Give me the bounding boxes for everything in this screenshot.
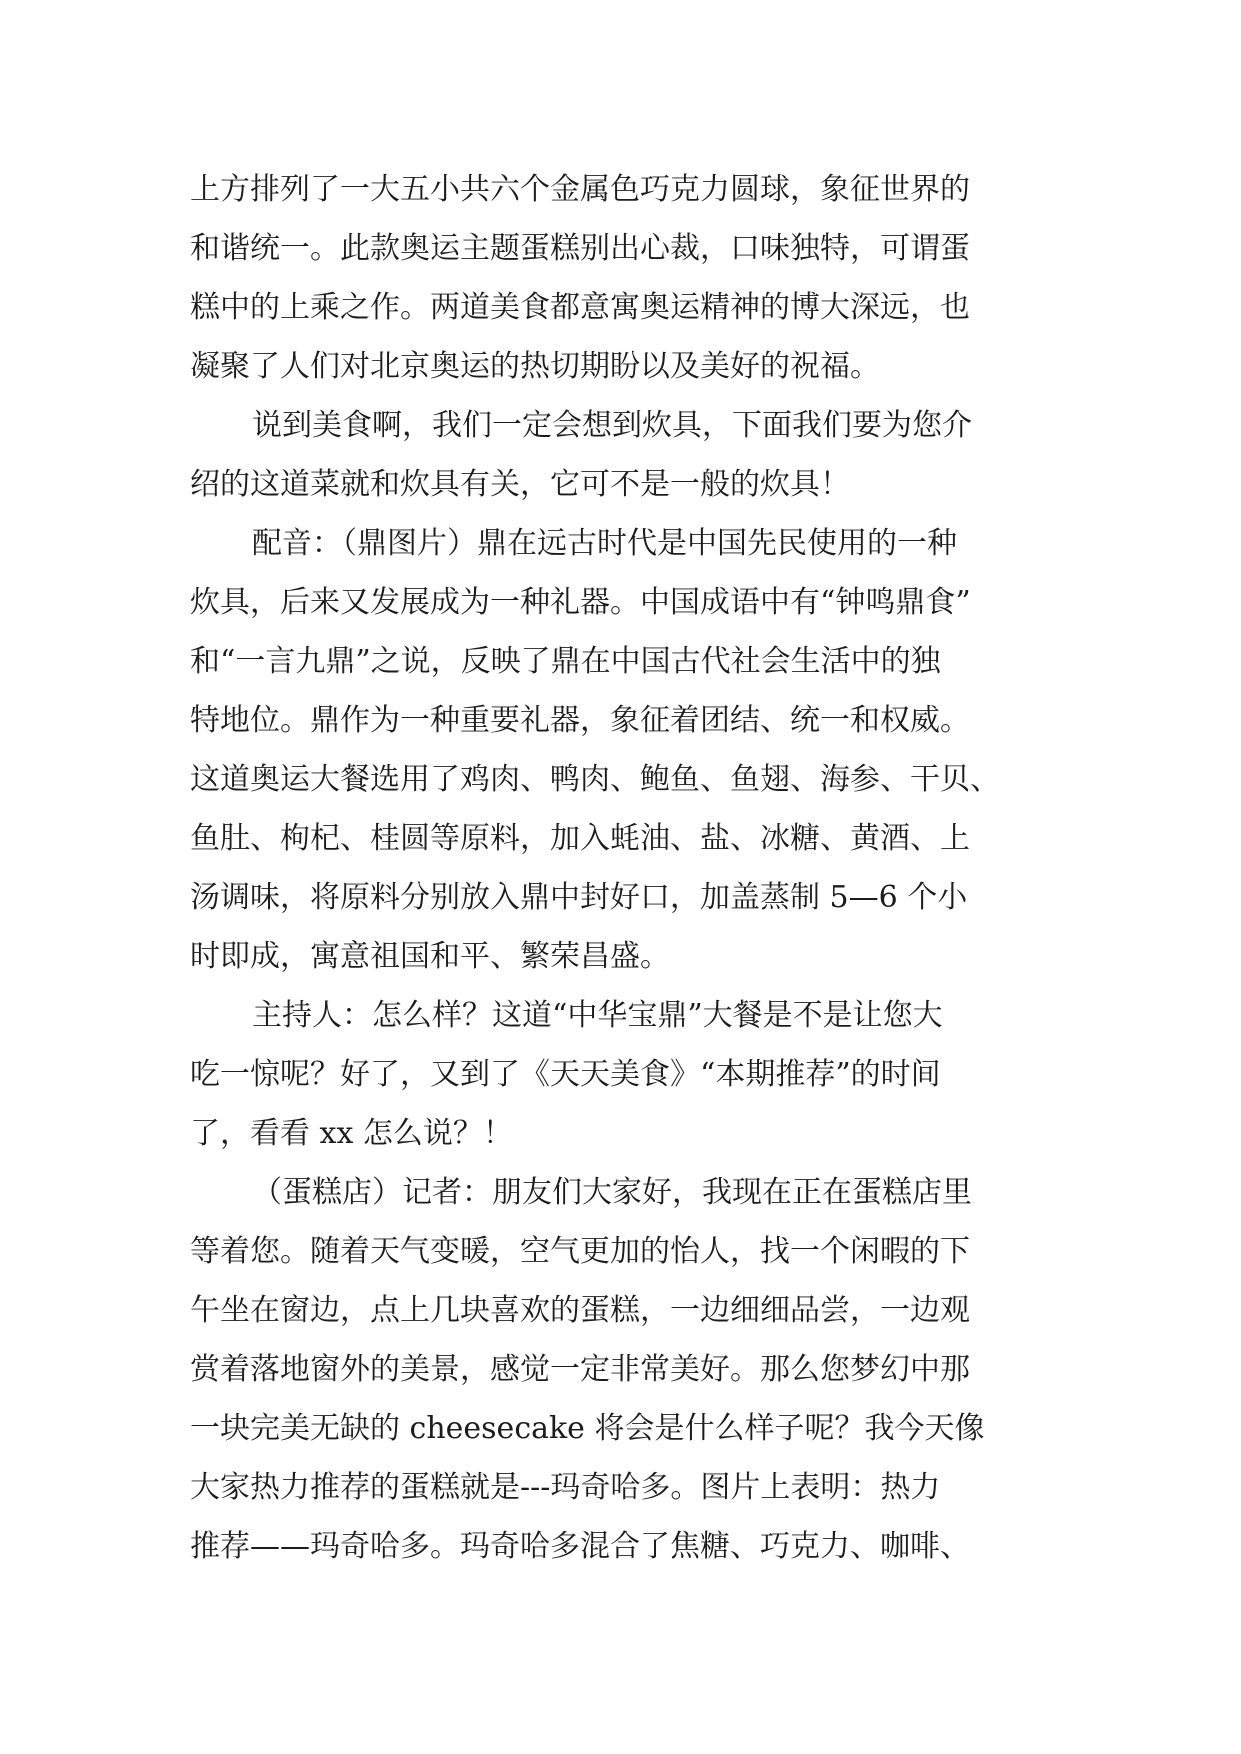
text-line: 糕中的上乘之作。两道美食都意寓奥运精神的博大深远，也 (190, 290, 970, 325)
text-line: 配音：（鼎图片）鼎在远古时代是中国先民使用的一种 (252, 526, 957, 561)
text-line: 鱼肚、枸杞、桂圆等原料，加入蚝油、盐、冰糖、黄酒、上 (190, 821, 970, 856)
text-line: 汤调味，将原料分别放入鼎中封好口，加盖蒸制 5—6 个小 (190, 880, 968, 915)
text-line: 吃一惊呢？好了，又到了《天天美食》“本期推荐”的时间 (190, 1057, 941, 1092)
text-line: （蛋糕店）记者：朋友们大家好，我现在正在蛋糕店里 (252, 1175, 972, 1210)
text-line: 主持人：怎么样？这道“中华宝鼎”大餐是不是让您大 (252, 998, 943, 1033)
text-line: 特地位。鼎作为一种重要礼器，象征着团结、统一和权威。 (190, 703, 970, 738)
text-line: 和谐统一。此款奥运主题蛋糕别出心裁，口味独特，可谓蛋 (190, 231, 970, 266)
text-line: 绍的这道菜就和炊具有关，它可不是一般的炊具！ (190, 467, 850, 502)
text-line: 时即成，寓意祖国和平、繁荣昌盛。 (190, 939, 670, 974)
text-line: 这道奥运大餐选用了鸡肉、鸭肉、鲍鱼、鱼翅、海参、干贝、 (190, 762, 1000, 797)
text-line: 了，看看 xx 怎么说？！ (190, 1116, 513, 1151)
text-line: 和“一言九鼎”之说，反映了鼎在中国古代社会生活中的独 (190, 644, 941, 679)
text-line: 凝聚了人们对北京奥运的热切期盼以及美好的祝福。 (190, 349, 880, 384)
text-line: 炊具，后来又发展成为一种礼器。中国成语中有“钟鸣鼎食” (190, 585, 971, 620)
text-line: 等着您。随着天气变暖，空气更加的怡人，找一个闲暇的下 (190, 1234, 970, 1269)
text-line: 大家热力推荐的蛋糕就是---玛奇哈多。图片上表明：热力 (190, 1470, 941, 1505)
text-line: 一块完美无缺的 cheesecake 将会是什么样子呢？我今天像 (190, 1411, 985, 1446)
text-line: 说到美食啊，我们一定会想到炊具，下面我们要为您介 (252, 408, 972, 443)
text-line: 午坐在窗边，点上几块喜欢的蛋糕，一边细细品尝，一边观 (190, 1293, 970, 1328)
text-line: 推荐——玛奇哈多。玛奇哈多混合了焦糖、巧克力、咖啡、 (190, 1529, 970, 1564)
text-line: 上方排列了一大五小共六个金属色巧克力圆球，象征世界的 (190, 172, 970, 207)
text-line: 赏着落地窗外的美景，感觉一定非常美好。那么您梦幻中那 (190, 1352, 970, 1387)
body-text (190, 160, 1070, 1576)
